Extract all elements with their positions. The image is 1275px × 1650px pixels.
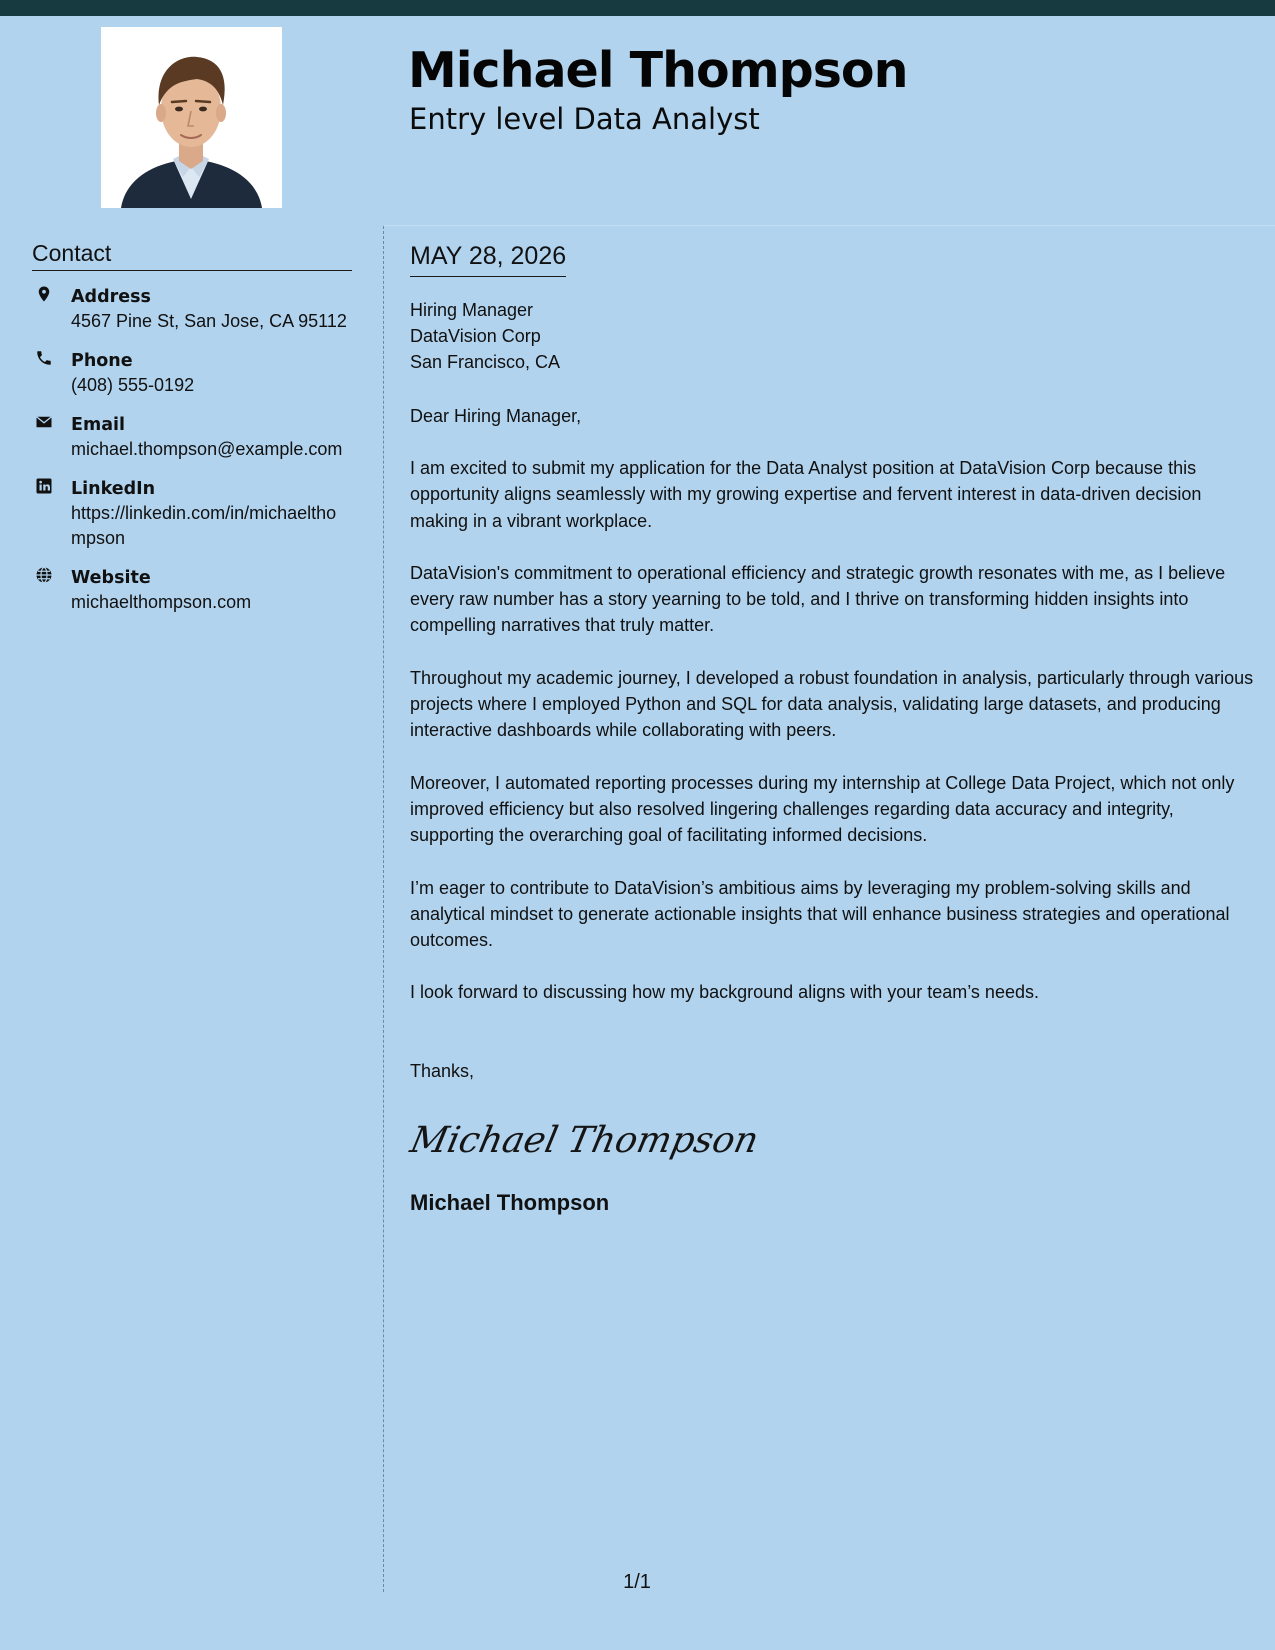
letter-paragraph: I’m eager to contribute to DataVision’s ambitious aims by leveraging my problem-solving skills and analytical mindset to generate actionable insights that will enhance business strategies and operational outcomes. <box>410 877 1230 951</box>
profile-photo <box>101 27 282 208</box>
recipient-line: Hiring Manager <box>410 300 534 320</box>
website-value[interactable]: michaelthompson.com <box>71 592 252 612</box>
column-divider <box>383 226 384 1592</box>
closing: Thanks, <box>410 1060 475 1081</box>
address-value: 4567 Pine St, San Jose, CA 95112 <box>71 311 347 331</box>
page-number: 1/1 <box>623 1571 651 1593</box>
contact-phone <box>32 349 352 398</box>
recipient-line: San Francisco, CA <box>410 352 561 372</box>
contact-email <box>32 413 352 462</box>
letter-body <box>406 242 1255 1216</box>
map-pin-icon <box>35 285 53 303</box>
contact-label: Address <box>71 287 151 307</box>
contact-label: Email <box>71 415 125 435</box>
recipient-line: DataVision Corp <box>410 326 541 346</box>
signature-image <box>406 1108 763 1168</box>
contact-heading: Contact <box>32 240 352 271</box>
linkedin-icon <box>35 477 53 495</box>
envelope-icon <box>35 413 53 431</box>
email-value[interactable]: michael.thompson@example.com <box>71 439 343 459</box>
contact-label: Website <box>71 568 151 588</box>
contact-linkedin <box>32 477 352 551</box>
letter-paragraph: DataVision's commitment to operational efficiency and strategic growth resonates with me, as I believe every raw number has a story yearning to be told, and I thrive on transforming hidden insights into compelling narratives that truly matter. <box>410 562 1226 636</box>
letter-date: MAY 28, 2026 <box>410 242 566 277</box>
handwritten-signature <box>406 1108 763 1168</box>
profile-photo-illustration <box>101 27 282 208</box>
globe-icon <box>35 566 53 584</box>
contact-label: LinkedIn <box>71 479 156 499</box>
job-title: Entry level Data Analyst <box>409 102 760 136</box>
phone-value[interactable]: (408) 555-0192 <box>71 375 195 395</box>
signed-name: Michael Thompson <box>410 1189 610 1215</box>
salutation: Dear Hiring Manager, <box>410 406 582 426</box>
signature-text: Michael Thompson <box>406 1118 763 1161</box>
contact-label: Phone <box>71 351 133 371</box>
contact-address <box>32 285 352 334</box>
linkedin-value[interactable]: https://linkedin.com/in/michaelthompson <box>71 503 337 548</box>
recipient-block <box>410 297 1255 375</box>
letter-paragraph: I am excited to submit my application for the Data Analyst position at DataVision Corp because this opportunity aligns seamlessly with my growing expertise and fervent interest in data-driven decision making in a vibrant workplace. <box>410 458 1202 531</box>
letter-paragraph: I look forward to discussing how my background aligns with your team’s needs. <box>410 982 1039 1003</box>
top-accent-bar <box>0 0 1275 16</box>
contact-website <box>32 566 352 615</box>
letter-paragraph: Moreover, I automated reporting processes during my internship at College Data Project, which not only improved efficiency but also resolved lingering challenges regarding data accuracy and integrity, supporting the overarching goal of facilitating informed decisions. <box>410 772 1235 846</box>
contact-sidebar <box>32 240 352 630</box>
phone-icon <box>35 349 53 367</box>
header-divider <box>384 225 1275 226</box>
letter-paragraph: Throughout my academic journey, I developed a robust foundation in analysis, particularly through various projects where I employed Python and SQL for data analysis, validating large datasets, and producing interactive dashboards while collaborating with peers. <box>410 667 1254 741</box>
applicant-name: Michael Thompson <box>408 42 908 99</box>
